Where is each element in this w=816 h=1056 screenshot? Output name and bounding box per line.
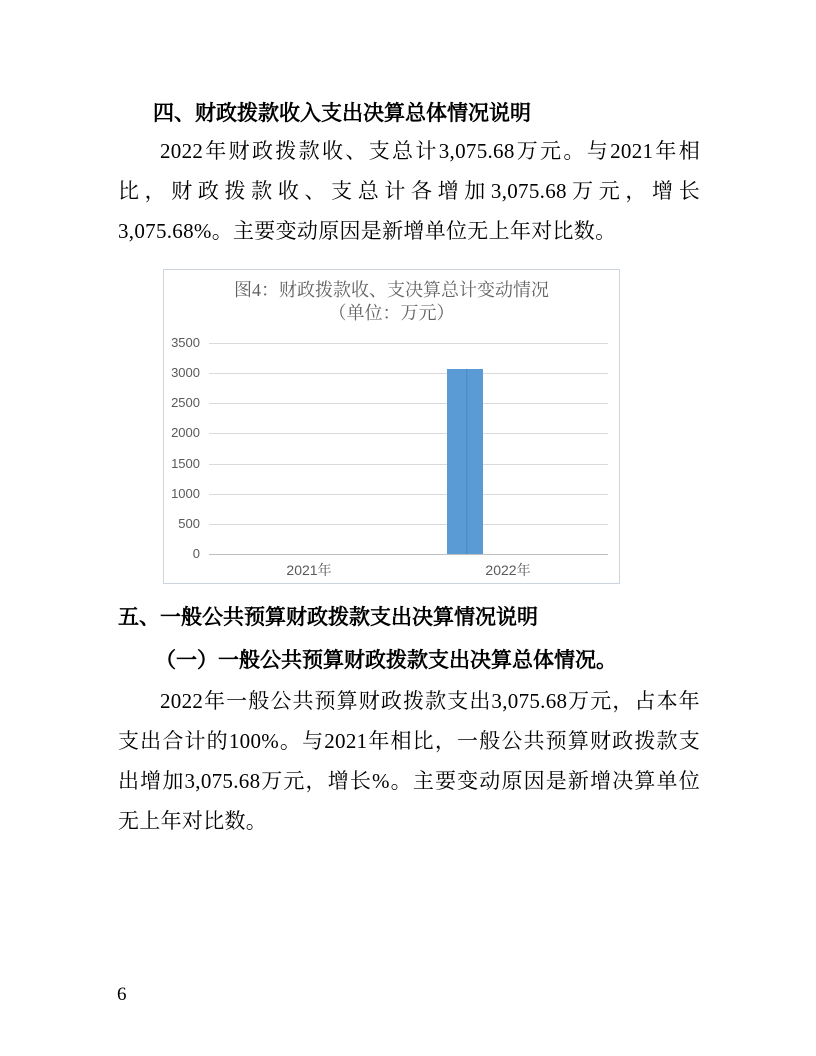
page-number: 6 [117, 984, 127, 1005]
section-5-paragraph: 2022年一般公共预算财政拨款支出3,075.68万元，占本年支出合计的100%。与2021年相比，一般公共预算财政拨款支出增加3,075.68万元，增长%。主要变动原因是新增决算单位无上年对比数。 [118, 689, 700, 833]
y-gridline [209, 403, 608, 404]
y-axis-tick-label: 2000 [171, 425, 200, 440]
y-axis-tick-label: 500 [178, 516, 200, 531]
chart-bar [447, 369, 483, 554]
chart-plot-area [164, 270, 619, 583]
y-axis-tick-label: 2500 [171, 395, 200, 410]
y-gridline [209, 373, 608, 374]
y-gridline [209, 554, 608, 555]
chart-subtitle: （单位：万元） [328, 303, 455, 323]
section-5-subheading: （一）一般公共预算财政拨款支出决算总体情况。 [155, 648, 617, 672]
y-axis-tick-label: 1000 [171, 486, 200, 501]
figure-4-bar-chart [163, 269, 620, 584]
y-axis-tick-label: 1500 [171, 456, 200, 471]
chart-title: 图4：财政拨款收、支决算总计变动情况 [234, 280, 549, 300]
y-gridline [209, 524, 608, 525]
y-axis-tick-label: 3000 [171, 365, 200, 380]
y-gridline [209, 433, 608, 434]
y-gridline [209, 343, 608, 344]
section-4-paragraph: 2022年财政拨款收、支总计3,075.68万元。与2021年相比，财政拨款收、支总计各增加3,075.68万元，增长3,075.68%。主要变动原因是新增单位无上年对比数。 [118, 139, 700, 243]
y-axis-tick-label: 0 [192, 546, 200, 561]
section-5-heading: 五、一般公共预算财政拨款支出决算情况说明 [118, 606, 538, 629]
y-axis-tick-label: 3500 [171, 335, 200, 350]
y-gridline [209, 464, 608, 465]
x-axis-category-label: 2022年 [485, 562, 531, 578]
x-axis-category-label: 2021年 [286, 562, 332, 578]
y-gridline [209, 494, 608, 495]
section-4-heading: 四、财政拨款收入支出决算总体情况说明 [153, 102, 531, 125]
